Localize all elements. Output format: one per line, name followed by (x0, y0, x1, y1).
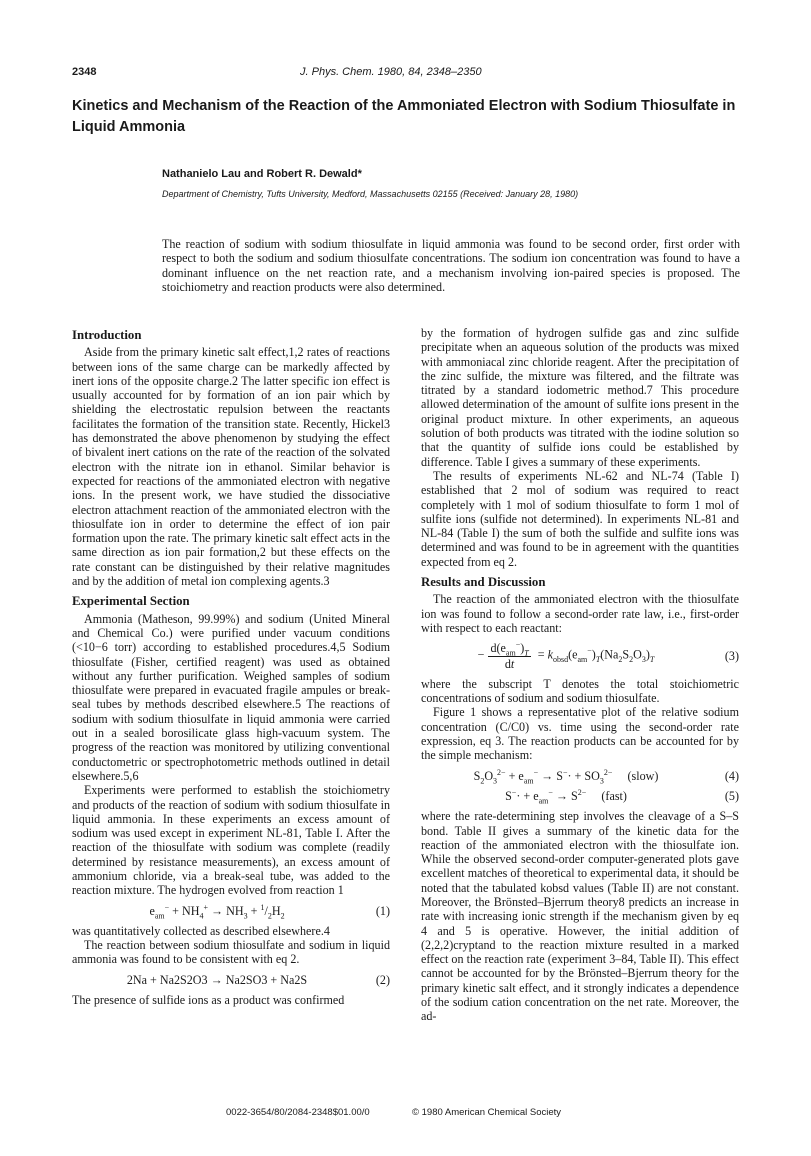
continued-paragraph: by the formation of hydrogen sulfide gas and zinc sulfide precipitate when an aqueous solution of the products was mixed with ammoniacal zinc chloride reagent. After the precipitation of the zinc sulfide, the mixture was filtered, and the filtrate was titrated by a standard iodometric method.7 This procedure allowed determination of the amount of sulfite ions present in the original product mixture. In other experiments, an aqueous solution of both products was titrated with the iodine solution so that the quantity of sulfide ions could be established by difference. Table I gives a summary of these experiments. (421, 326, 739, 469)
equation-4: $S_2O_3^{2-} + e_{am}^- \to S^-\cdot + SO_3^{2-}$ (slow) (4) (473, 767, 739, 786)
article-title: Kinetics and Mechanism of the Reaction of the Ammoniated Electron with Sodium Thiosulfate in Liquid Ammonia (72, 98, 736, 135)
equation-2-number: (2) (375, 972, 390, 987)
experimental-paragraph-1: Ammonia (Matheson, 99.99%) and sodium (United Mineral and Chemical Co.) were purified under vacuum conditions (<10−6 torr) according to established procedures.4,5 Sodium thiosulfate (Fisher, certified reagent) was used as obtained without any further purification. Weighed samples of sodium thiosulfate were prepared in evacuated fragile ampules or break-seal tubes by methods described elsewhere.5 The reactions of sodium with sodium thiosulfate in liquid ammonia were carried out in a sealed borosilicate glass high-vacuum system. The progress of the reaction was monitored by utilizing conventional conductometric or spectrophotometric methods outlined in detail elsewhere.5,6 (72, 611, 390, 783)
stoichiometry-paragraph: The results of experiments NL-62 and NL-74 (Table I) established that 2 mol of sodium was required to react completely with 1 mol of sodium thiosulfate to form 1 mol of sulfite ions (sulfide not determined). In experiments NL-81 and NL-84 (Table I) the sum of both the sulfide and sulfite ions was determined and was found to be in agreement with the quantities expected from eq 2. (421, 468, 739, 569)
experimental-paragraph-3: was quantitatively collected as described elsewhere.4 (72, 923, 330, 938)
equation-5-label: (fast) (601, 788, 627, 803)
footer-code: 0022-3654/80/2084-2348$01.00/0 (226, 1107, 370, 1118)
copyright-notice: © 1980 American Chemical Society (412, 1107, 562, 1118)
experimental-paragraph-2: Experiments were performed to establish the stoichiometry and products of the reaction of sodium with sodium thiosulfate in liquid ammonia. In these experiments an excess amount of sodium was used except in experiment NL-81, Table I. After the reaction of the thiosulfate with sodium was complete (readily determined by resistance measurements), an excess amount of ammonium chloride, via a break-seal tube, was added to the reaction mixture. The hydrogen evolved from reaction 1 (72, 783, 390, 898)
equation-3-number: (3) (724, 648, 739, 663)
section-heading-experimental: Experimental Section (72, 594, 190, 609)
results-paragraph-1: The reaction of the ammoniated electron with the thiosulfate ion was found to follow a second-order rate law, i.e., first-order with respect to each reactant: (421, 592, 739, 635)
left-column (72, 326, 390, 1007)
section-heading-results: Results and Discussion (421, 575, 546, 590)
right-column (421, 326, 739, 1024)
equation-2-text: 2Na + Na2S2O3 → Na2SO3 + Na2S (126, 972, 308, 987)
equation-1: $e_{am}^- + NH_4^+ \to NH_3 + ^1/_2H_2$ (1) (149, 902, 390, 920)
equation-2 (72, 973, 390, 987)
results-paragraph-3: Figure 1 shows a representative plot of the relative sodium concentration (C/C0) vs. time using the second-order rate expression, eq 3. The reaction products can be accounted for by the simple mechanism: (421, 705, 739, 763)
results-paragraph-4: where the rate-determining step involves the cleavage of a S–S bond. Table II gives a summary of the kinetic data for the reaction of the ammoniated electron with the thiosulfate ion. While the observed second-order computer-generated plots gave excellent matches of theoretical to experimental data, it should be noted that the tabulated kobsd values (Table II) are not constant. Moreover, the Brönsted–Bjerrum theory8 predicts an increase in rate with increasing ionic strength if the mechanism given by eq 4 and 5 is operative. However, the initial addition of (2,2,2)cryptand to the reaction mixture resulted in a marked effect on the reaction rate (experiment 3–84, Table II). This effect cannot be accounted for by the Brönsted–Bjerrum theory for the primary kinetic salt effect, and it strongly indicates a dependence of the sodium cation concentration on the net rate. Moreover, the ad- (421, 809, 739, 1024)
equation-1-number: (1) (375, 903, 390, 918)
experimental-paragraph-5: The presence of sulfide ions as a product was confirmed (72, 993, 345, 1008)
affiliation: Department of Chemistry, Tufts University, Medford, Massachusetts 02155 (Received: January 28, 1980) (162, 189, 579, 199)
equation-5: $S^-\cdot + e_{am}^- \to S^{2-}$ (fast) (5) (505, 787, 739, 806)
journal-reference: J. Phys. Chem. 1980, 84, 2348–2350 (300, 66, 482, 78)
abstract: The reaction of sodium with sodium thiosulfate in liquid ammonia was found to be second order, first order with respect to both the sodium and sodium thiosulfate concentrations. The sodium ion concentration was found to have a dominant influence on the net reaction rate, and a mechanism involving ion-paired species is proposed. The stoichiometry and reaction products were also determined. (162, 237, 740, 295)
equation-4-label: (slow) (627, 768, 659, 783)
experimental-paragraph-4: The reaction between sodium thiosulfate and sodium in liquid ammonia was found to be consistent with eq 2. (72, 938, 390, 967)
authors: Nathanielo Lau and Robert R. Dewald* (162, 168, 362, 180)
introduction-paragraph: Aside from the primary kinetic salt effect,1,2 rates of reactions between ions of the same charge can be markedly affected by inert ions of the opposite charge.2 The latter specific ion effect is usually accounted for by formation of an ion pair which by shielding the electrostatic repulsion between the reactants facilitates the formation of the transition state. Recently, Hickel3 has demonstrated the above phenomenon by studying the effect of bivalent inert cations on the rate of the reaction of the solvated electron with the nitrate ion in ethanol. Similar behavior is expected for reactions of the ammoniated electron with negative ions. In the present work, we have studied the dissociative electron attachment reaction of the ammoniated electron with the thiosulfate ion in order to determine the effect of ion pair formation upon the rate. The primary kinetic salt effect acts in the same direction as ion pair formation,2 but these effects on the rate constant can be distinguished by their relative magnitudes and by the addition of metal ion complexing agents.3 (72, 345, 390, 589)
equation-5-number: (5) (724, 788, 739, 803)
equation-4-number: (4) (724, 768, 739, 783)
equation-3: − $\frac{d(e_{am}^-)_T}{dt}$ = $k_{obsd}(e_{am}^-)_T(Na_2S_2O_3)_T$ (3) (477, 640, 739, 671)
page-number: 2348 (72, 66, 97, 78)
section-heading-introduction: Introduction (72, 328, 142, 342)
results-paragraph-2: where the subscript T denotes the total stoichiometric concentrations of sodium and sodium thiosulfate. (421, 676, 739, 706)
